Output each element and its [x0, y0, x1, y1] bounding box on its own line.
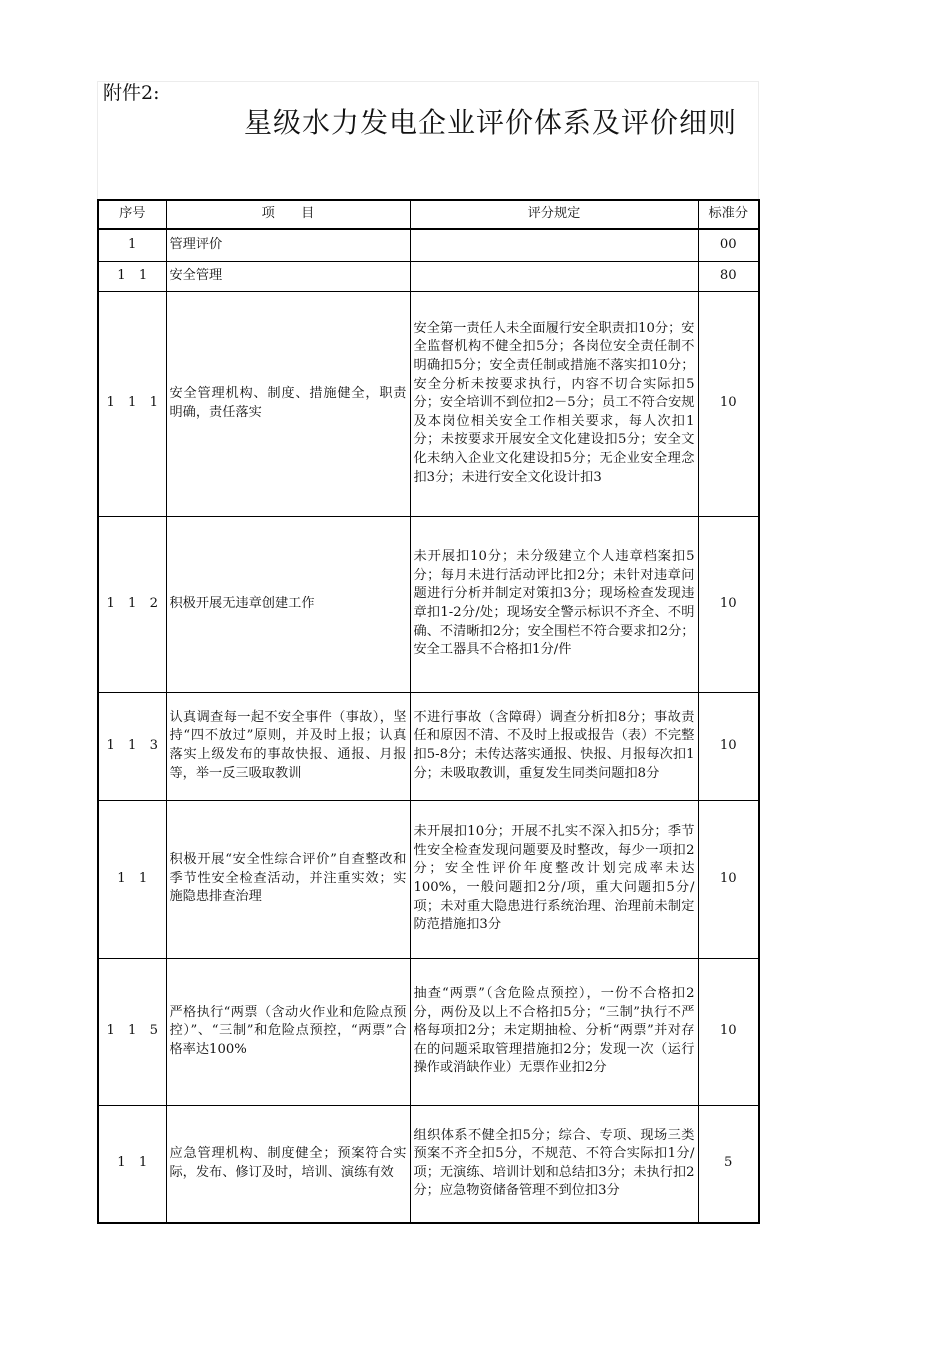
row-no: 1 [98, 229, 166, 261]
row-score: 00 [698, 229, 759, 261]
row-no: 1 1 3 [98, 692, 166, 800]
table-row [98, 1105, 759, 1223]
header-no: 序号 [98, 200, 166, 229]
row-score: 5 [698, 1105, 759, 1223]
row-rule: 安全第一责任人未全面履行安全职责扣10分；安全监督机构不健全扣5分；各岗位安全责任制不明确扣5分；安全责任制或措施不落实扣10分；安全分析未按要求执行，内容不切合实际扣5分；安全培训不到位扣2－5分；员工不符合安规及本岗位相关安全工作相关要求，每人次扣1分；未按要求开展安全文化建设扣5分；安全文化未纳入企业文化建设扣5分；无企业安全理念扣3分；未进行安全文化设计扣3 [410, 291, 698, 516]
row-item: 管理评价 [166, 229, 410, 261]
row-no: 1 1 5 [98, 958, 166, 1105]
row-no: 1 1 [98, 1105, 166, 1223]
row-no: 1 1 [98, 261, 166, 291]
row-rule: 抽查“两票”（含危险点预控），一份不合格扣2分，两份及以上不合格扣5分；“三制”执行不严格每项扣2分；未定期抽检、分析“两票”并对存在的问题采取管理措施扣2分；发现一次（运行操作或消缺作业）无票作业扣2分 [410, 958, 698, 1105]
document-title: 星级水力发电企业评价体系及评价细则 [244, 106, 738, 139]
table-row [98, 800, 759, 958]
sheet-border-left [97, 81, 98, 199]
row-rule: 组织体系不健全扣5分；综合、专项、现场三类预案不齐全扣5分，不规范、不符合实际扣1分/项；无演练、培训计划和总结扣3分；未执行扣2分；应急物资储备管理不到位扣3分 [410, 1105, 698, 1223]
table-row [98, 291, 759, 516]
table-row [98, 229, 759, 261]
row-item: 积极开展无违章创建工作 [166, 516, 410, 692]
row-rule: 未开展扣10分；未分级建立个人违章档案扣5分；每月未进行活动评比扣2分；未针对违章问题进行分析并制定对策扣3分；现场检查发现违章扣1-2分/处；现场安全警示标识不齐全、不明确、不清晰扣2分；安全围栏不符合要求扣2分；安全工器具不合格扣1分/件 [410, 516, 698, 692]
sheet-border-top [97, 81, 758, 82]
table-row [98, 692, 759, 800]
evaluation-table [97, 199, 760, 1224]
row-item: 认真调查每一起不安全事件（事故），坚持“四不放过”原则，并及时上报；认真落实上级发布的事故快报、通报、月报等，举一反三吸取教训 [166, 692, 410, 800]
row-no: 1 1 [98, 800, 166, 958]
row-score: 10 [698, 958, 759, 1105]
row-no: 1 1 1 [98, 291, 166, 516]
row-rule [410, 261, 698, 291]
row-score: 10 [698, 516, 759, 692]
table-row [98, 516, 759, 692]
row-item: 安全管理机构、制度、措施健全，职责明确，责任落实 [166, 291, 410, 516]
row-item: 积极开展“安全性综合评价”自查整改和季节性安全检查活动，并注重实效；实施隐患排查治理 [166, 800, 410, 958]
sheet-border-right [758, 81, 759, 199]
header-item: 项 目 [166, 200, 410, 229]
row-score: 10 [698, 800, 759, 958]
row-no: 1 1 2 [98, 516, 166, 692]
header-rule: 评分规定 [410, 200, 698, 229]
row-item: 严格执行“两票（含动火作业和危险点预控）”、“三制”和危险点预控，“两票”合格率达100% [166, 958, 410, 1105]
table-header-row [98, 200, 759, 229]
row-score: 10 [698, 291, 759, 516]
row-rule: 未开展扣10分；开展不扎实不深入扣5分；季节性安全检查发现问题要及时整改，每少一项扣2分；安全性评价年度整改计划完成率未达100%，一般问题扣2分/项，重大问题扣5分/项；未对重大隐患进行系统治理、治理前未制定防范措施扣3分 [410, 800, 698, 958]
row-score: 80 [698, 261, 759, 291]
row-item: 安全管理 [166, 261, 410, 291]
table-row [98, 958, 759, 1105]
attachment-label: 附件2: [103, 82, 160, 104]
row-score: 10 [698, 692, 759, 800]
row-rule: 不进行事故（含障碍）调查分析扣8分；事故责任和原因不清、不及时上报或报告（表）不完整扣5-8分；未传达落实通报、快报、月报每次扣1分；未吸取教训，重复发生同类问题扣8分 [410, 692, 698, 800]
row-rule [410, 229, 698, 261]
header-score: 标准分 [698, 200, 759, 229]
table-row [98, 261, 759, 291]
row-item: 应急管理机构、制度健全；预案符合实际，发布、修订及时，培训、演练有效 [166, 1105, 410, 1223]
